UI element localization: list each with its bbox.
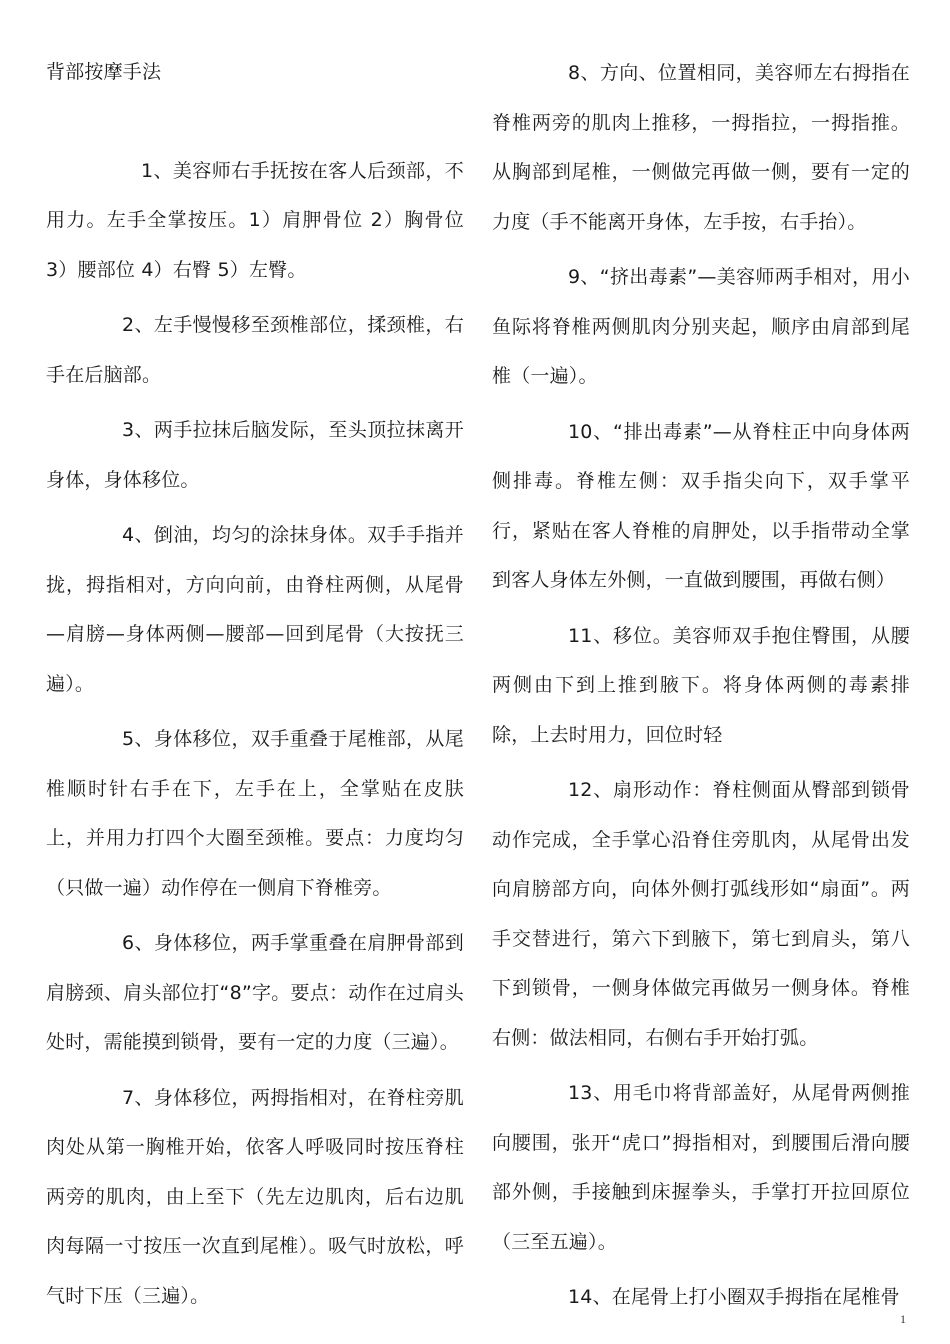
step-paragraph: 9、“挤出毒素”—美容师两手相对，用小鱼际将脊椎两侧肌肉分别夹起，顺序由肩部到尾椎（一遍）。 bbox=[492, 266, 910, 387]
document-title: 背部按摩手法 bbox=[46, 61, 162, 83]
step-paragraph: 7、身体移位，两拇指相对，在脊柱旁肌肉处从第一胸椎开始，依客人呼吸同时按压脊柱两旁的肌肉，由上至下（先左边肌肉，后右边肌肉每隔一寸按压一次直到尾椎）。吸气时放松，呼气时下压（三遍）。 bbox=[46, 1086, 464, 1307]
right-column bbox=[492, 49, 910, 1329]
left-column bbox=[46, 48, 464, 1327]
page-number: 1 bbox=[900, 1312, 906, 1326]
step-paragraph: 12、扇形动作：脊柱侧面从臀部到锁骨动作完成，全手掌心沿脊住旁肌肉，从尾骨出发向肩膀部方向，向体外侧打弧线形如“扇面”。两手交替进行，第六下到腋下，第七到肩头，第八下到锁骨，一侧身体做完再做另一侧身体。脊椎右侧：做法相同，右侧右手开始打弧。 bbox=[492, 779, 910, 1049]
step-paragraph: 8、方向、位置相同，美容师左右拇指在脊椎两旁的肌肉上推移，一拇指拉，一拇指推。从胸部到尾椎，一侧做完再做一侧，要有一定的力度（手不能离开身体，左手按，右手抬）。 bbox=[492, 62, 910, 233]
step-paragraph: 1、美容师右手抚按在客人后颈部，不用力。左手全掌按压。1）肩胛骨位 2）胸骨位 3）腰部位 4）右臀 5）左臀。 bbox=[46, 159, 464, 281]
step-paragraph: 14、在尾骨上打小圈双手拇指在尾椎骨 bbox=[568, 1286, 900, 1308]
step-paragraph: 4、倒油，均匀的涂抹身体。双手手指并拢，拇指相对，方向向前，由脊柱两侧，从尾骨—肩膀—身体两侧—腰部—回到尾骨（大按抚三遍）。 bbox=[46, 524, 464, 695]
step-paragraph: 3、两手拉抹后脑发际，至头顶拉抹离开身体，身体移位。 bbox=[46, 419, 464, 491]
step-paragraph: 11、移位。美容师双手抱住臀围，从腰两侧由下到上推到腋下。将身体两侧的毒素排除，上去时用力，回位时轻 bbox=[492, 624, 910, 746]
step-paragraph: 10、“排出毒素”—从脊柱正中向身体两侧排毒。脊椎左侧：双手指尖向下，双手掌平行，紧贴在客人脊椎的肩胛处，以手指带动全掌到客人身体左外侧，一直做到腰围，再做右侧） bbox=[492, 420, 910, 591]
step-paragraph: 6、身体移位，两手掌重叠在肩胛骨部到肩膀颈、肩头部位打“8”字。要点：动作在过肩头处时，需能摸到锁骨，要有一定的力度（三遍）。 bbox=[46, 932, 464, 1053]
step-paragraph: 13、用毛巾将背部盖好，从尾骨两侧推向腰围，张开“虎口”拇指相对，到腰围后滑向腰部外侧，手接触到床握拳头，手掌打开拉回原位（三至五遍）。 bbox=[492, 1082, 910, 1253]
step-paragraph: 5、身体移位，双手重叠于尾椎部，从尾椎顺时针右手在下，左手在上，全掌贴在皮肤上，并用力打四个大圈至颈椎。要点：力度均匀（只做一遍）动作停在一侧肩下脊椎旁。 bbox=[46, 728, 464, 899]
step-paragraph: 2、左手慢慢移至颈椎部位，揉颈椎，右手在后脑部。 bbox=[46, 314, 464, 386]
